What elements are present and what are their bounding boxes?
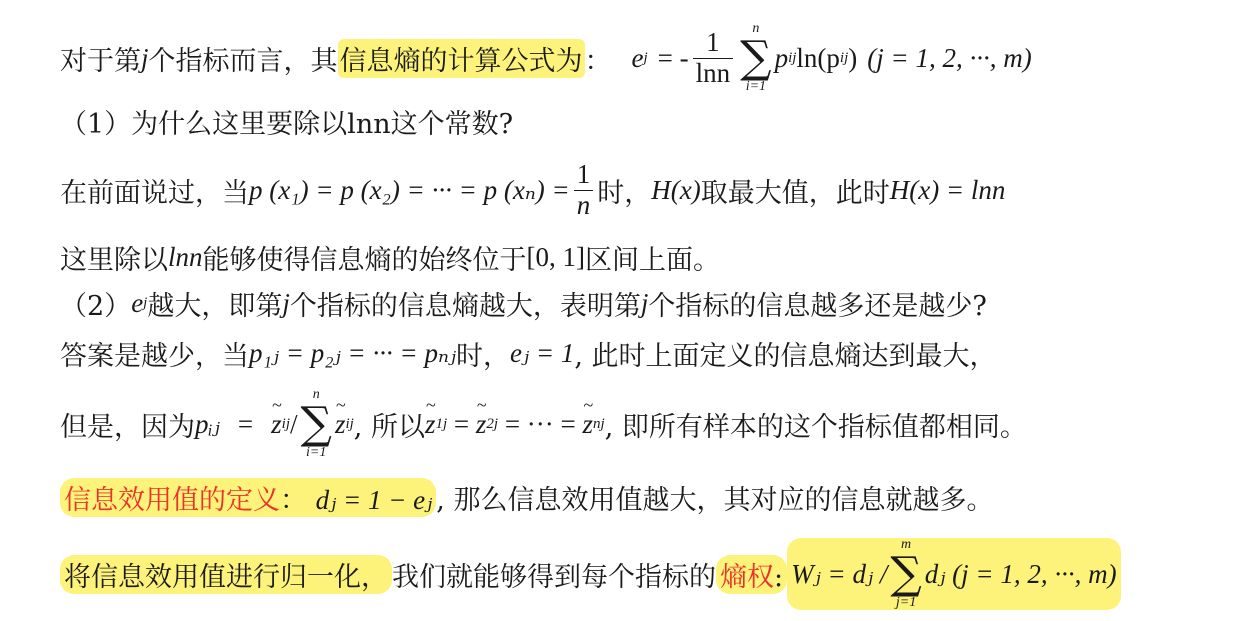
reason-line: 但是，因为 pᵢⱼ = ~ z ij / n ∑ i=1 ~ z ij , 所以 ~ z 1j = ~ z 2j = ··· = ~ z nj , 即所有样本的这个指标值都相同。 (60, 388, 1027, 460)
fraction (693, 28, 734, 88)
sum-lower: j=1 (895, 595, 917, 610)
entropy-max: H(x) = lnn (889, 174, 1006, 205)
text: 在前面说过，当 (60, 177, 249, 209)
text: , 即所有样本的这个指标值都相同。 (604, 411, 1027, 443)
entropy-formula-line: 对于第 j 个指标而言，其 信息熵的计算公式为 ： e j = - $\frac{1}{\ln n}$ n ∑ i=1 p ij ln(p ij ) (j = 1, 2, ···, m) (60, 21, 1032, 94)
text: 但是，因为 (60, 411, 195, 443)
text: 时， (456, 341, 511, 372)
sum-lower: i=1 (306, 445, 327, 460)
index-j: j (640, 288, 649, 318)
red-heading: 信息效用值的定义 (64, 485, 280, 516)
sum-upper: n (752, 21, 760, 36)
text: 区间上面。 (585, 245, 720, 276)
fraction-numerator: 1 (706, 26, 720, 57)
index-j: j (282, 288, 290, 318)
index-j: j (141, 42, 149, 73)
z-tilde: ~ z (335, 409, 346, 440)
text: 对于第 (60, 45, 141, 77)
highlight-entropy-formula: 信息熵的计算公式为 (338, 39, 585, 78)
equals: = (237, 408, 254, 439)
text: , 所以 (353, 411, 425, 443)
question-2: （2） e j 越大，即第 j 个指标的信息熵越大，表明第 j 个指标的信息越多还是越少? (60, 284, 987, 323)
fraction-denominator: n (574, 190, 594, 221)
e-equals-one: eⱼ = 1 (510, 338, 575, 368)
entropy-weight-line (60, 538, 1121, 610)
lnn: lnn (168, 242, 203, 272)
z-tilde: ~ z (583, 409, 594, 440)
normalization-line (60, 238, 720, 277)
answer-line (60, 334, 997, 373)
p-ij: pᵢⱼ (195, 408, 220, 439)
text: 时， (597, 177, 652, 209)
z-tilde: ~ z (476, 409, 487, 440)
fraction-numerator: 1 (576, 159, 591, 189)
text: 越大，即第 (147, 291, 283, 322)
p-equality: p₁ⱼ = p₂ⱼ = ··· = pₙⱼ (249, 338, 457, 368)
ln-term: ln(p (796, 42, 840, 73)
slash: / (290, 408, 298, 439)
text: , 此时上面定义的信息熵达到最大， (574, 341, 997, 372)
normalize-highlight: 将信息效用值进行归一化， (60, 555, 392, 594)
utility-definition-highlight: 信息效用值的定义： dⱼ = 1 − eⱼ (60, 478, 436, 517)
equals-minus: = - (657, 42, 689, 73)
weight-highlight: 熵权: (716, 555, 787, 594)
utility-formula: dⱼ = 1 − eⱼ (315, 485, 433, 515)
sum-upper: n (312, 387, 320, 402)
p-term: p (774, 42, 789, 73)
text: 能够使得信息熵的始终位于 (202, 245, 527, 276)
summation: n ∑ i=1 (740, 21, 772, 94)
weight-formula-highlight (787, 538, 1121, 610)
weight-formula: Wⱼ = dⱼ / (791, 558, 888, 589)
text: 个指标而言，其 (148, 45, 338, 77)
text: 个指标的信息熵越大，表明第 (289, 291, 641, 322)
chain: = ··· = (504, 408, 576, 439)
red-heading: 熵权 (720, 561, 774, 593)
weight-tail: dⱼ (j = 1, 2, ···, m) (924, 558, 1117, 589)
z-tilde: ~ z (271, 409, 282, 440)
e-symbol: e (631, 42, 644, 73)
question-1 (60, 102, 513, 141)
question-text: （1）为什么这里要除以lnn这个常数? (60, 109, 514, 140)
text: 我们就能够得到每个指标的 (392, 561, 716, 593)
summation: m ∑ j=1 (890, 537, 922, 610)
summation: n ∑ i=1 (300, 387, 332, 460)
range: (j = 1, 2, ···, m) (867, 42, 1032, 73)
text: 取最大值，此时 (700, 177, 890, 209)
text: 答案是越少，当 (60, 341, 249, 372)
z-tilde: ~ z (425, 409, 436, 440)
fraction-denominator: lnn (693, 58, 734, 89)
utility-definition-line (60, 478, 993, 517)
sum-upper: m (900, 537, 912, 552)
text: , 那么信息效用值越大，其对应的信息就越多。 (436, 485, 994, 516)
text: 个指标的信息越多还是越少? (648, 291, 987, 322)
text: 这里除以 (60, 245, 168, 276)
text: （2） (60, 291, 132, 322)
fraction (574, 160, 594, 220)
probability-equality: p (x₁) = p (x₂) = ··· = p (xₙ) = (249, 174, 570, 205)
entropy-H: H(x) (651, 174, 701, 205)
sum-lower: i=1 (745, 79, 767, 94)
explanation-line (60, 160, 1005, 220)
e-symbol: e (131, 288, 144, 318)
interval: [0, 1] (526, 242, 585, 272)
colon: ： (584, 45, 612, 77)
